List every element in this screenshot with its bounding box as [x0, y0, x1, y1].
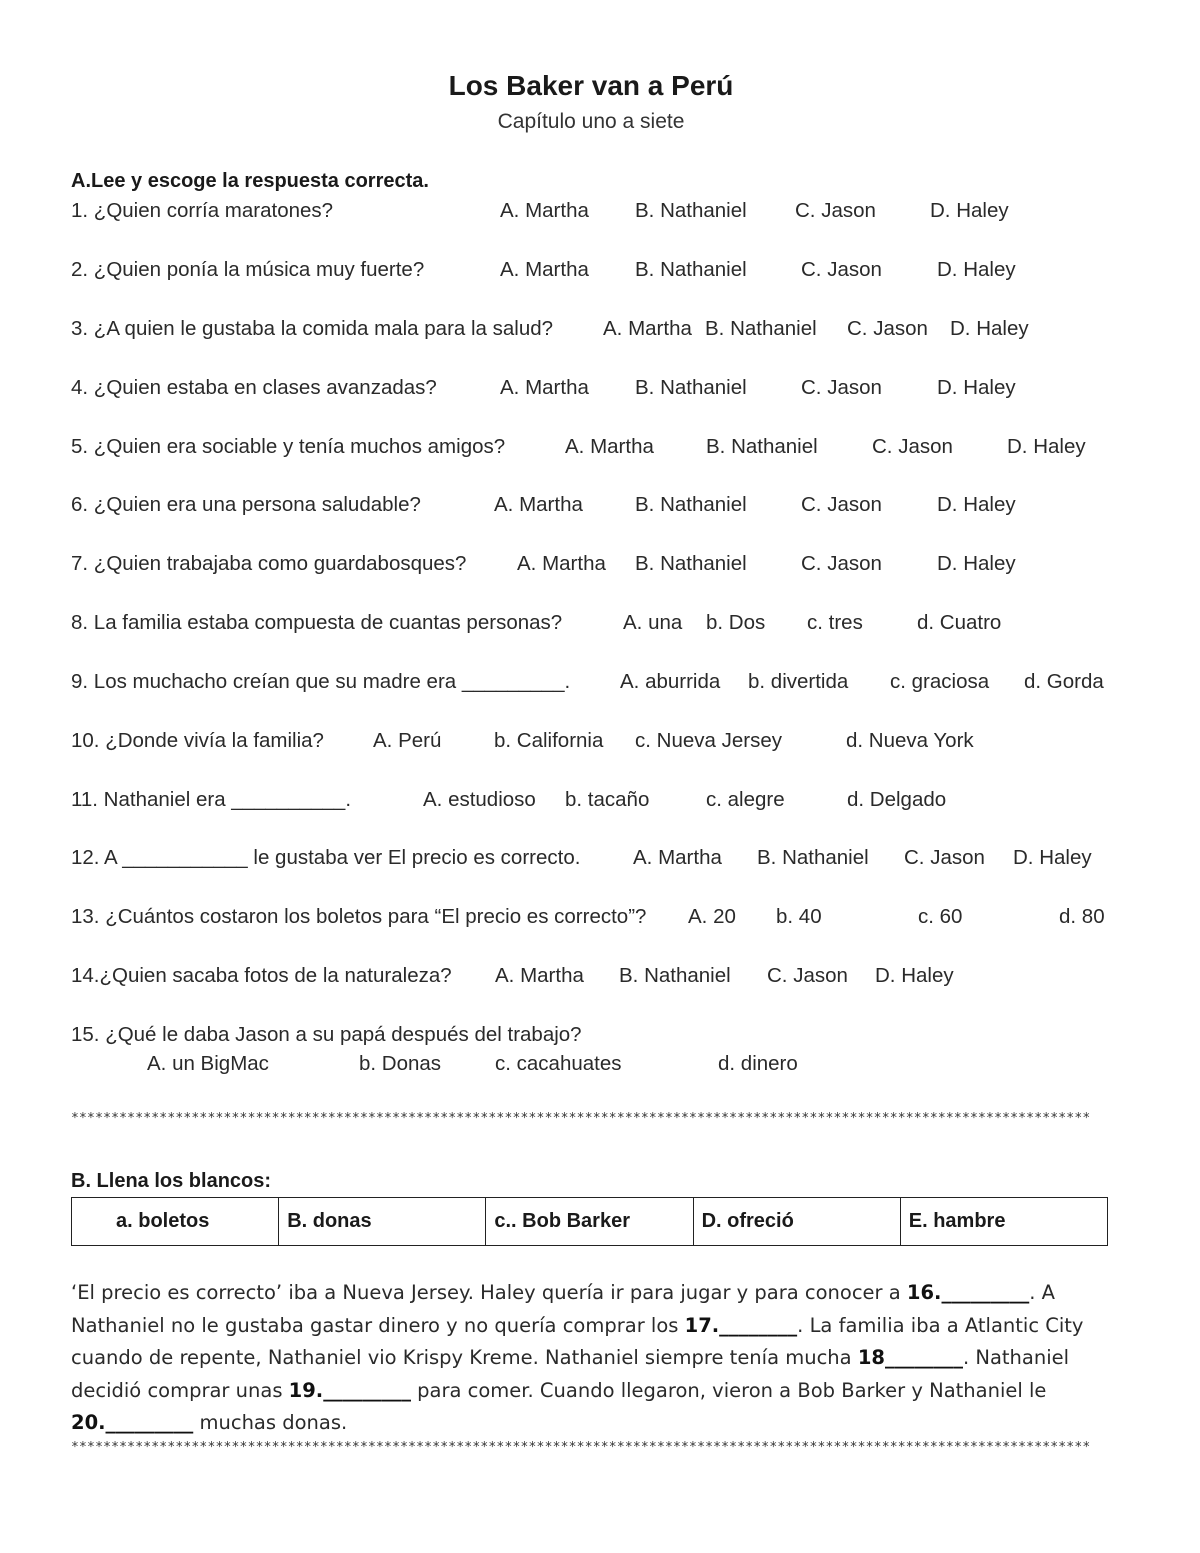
q4-option-c: C. Jason [801, 376, 882, 399]
paragraph-text: ‘El precio es correcto’ iba a Nueva Jersey. Haley quería ir para jugar y para conocer a [71, 1281, 907, 1304]
question-1: 1. ¿Quien corría maratones? [71, 199, 334, 222]
blank-18: ________ [884, 1346, 963, 1369]
word-bank-item: c.. Bob Barker [486, 1198, 693, 1246]
q4-option-b: B. Nathaniel [635, 376, 747, 399]
q11-option-c: c. alegre [706, 788, 785, 811]
question-6: 6. ¿Quien era una persona saludable? [71, 493, 421, 516]
q14-option-c: C. Jason [767, 964, 848, 987]
q2-option-d: D. Haley [937, 258, 1016, 281]
q12-option-a: A. Martha [633, 846, 722, 869]
word-bank-row [72, 1198, 1108, 1246]
question-9: 9. Los muchacho creían que su madre era _________. [71, 670, 571, 693]
page-title: Los Baker van a Perú [448, 70, 734, 101]
q15-option-b: b. Donas [359, 1052, 442, 1075]
q8-option-a: A. una [623, 611, 683, 634]
q7-option-b: B. Nathaniel [635, 552, 747, 575]
q1-option-d: D. Haley [930, 199, 1009, 222]
q5-option-c: C. Jason [872, 435, 953, 458]
question-11: 11. Nathaniel era __________. [71, 788, 352, 811]
q7-option-a: A. Martha [517, 552, 606, 575]
question-12: 12. A ___________ le gustaba ver El precio es correcto. [71, 846, 581, 869]
word-bank-item: a. boletos [72, 1198, 279, 1246]
q1-option-a: A. Martha [500, 199, 589, 222]
q5-option-a: A. Martha [565, 435, 654, 458]
section-a-heading: A.Lee y escoge la respuesta correcta. [71, 170, 429, 192]
q15-option-c: c. cacahuates [495, 1052, 622, 1075]
paragraph-text: para comer. Cuando llegaron, vieron a Bob Barker y Nathaniel le [410, 1378, 1047, 1402]
blank-20: _________ [105, 1411, 194, 1434]
blank-19: _________ [323, 1378, 411, 1402]
blank-number-16: 16. [906, 1281, 942, 1304]
paragraph-text: muchas donas. [193, 1411, 348, 1434]
q3-option-a: A. Martha [603, 317, 692, 340]
q12-option-d: D. Haley [1013, 846, 1092, 869]
page-subtitle: Capítulo uno a siete [497, 110, 685, 133]
q6-option-c: C. Jason [801, 493, 882, 516]
q10-option-d: d. Nueva York [846, 729, 974, 752]
q13-option-b: b. 40 [776, 905, 822, 928]
q1-option-c: C. Jason [795, 199, 876, 222]
q10-option-b: b. California [494, 729, 604, 752]
q4-option-a: A. Martha [500, 376, 589, 399]
word-bank-item: D. ofreció [693, 1198, 900, 1246]
q9-option-c: c. graciosa [890, 670, 990, 693]
blank-16: _________ [941, 1281, 1030, 1304]
q15-option-d: d. dinero [718, 1052, 798, 1075]
q14-option-a: A. Martha [495, 964, 584, 987]
blank-number-18: 18 [857, 1346, 885, 1369]
q2-option-a: A. Martha [500, 258, 589, 281]
q1-option-b: B. Nathaniel [635, 199, 747, 222]
divider-top: ******************************************************************************************************************************* [71, 1111, 1091, 1126]
q2-option-c: C. Jason [801, 258, 882, 281]
question-15: 15. ¿Qué le daba Jason a su papá después del trabajo? [71, 1023, 582, 1046]
question-3: 3. ¿A quien le gustaba la comida mala para la salud? [71, 317, 554, 340]
paragraph-text: . La familia iba a Atlantic City cuando de repente, Nathaniel vio Krispy Kreme. Nathaniel siempre tenía mucha [71, 1313, 1084, 1369]
fill-in-paragraph [71, 1277, 1111, 1440]
q6-option-b: B. Nathaniel [635, 493, 747, 516]
question-7: 7. ¿Quien trabajaba como guardabosques? [71, 552, 467, 575]
q12-option-b: B. Nathaniel [757, 846, 869, 869]
q7-option-c: C. Jason [801, 552, 882, 575]
q11-option-b: b. tacaño [565, 788, 650, 811]
q8-option-d: d. Cuatro [917, 611, 1002, 634]
q11-option-a: A. estudioso [423, 788, 536, 811]
blank-number-19: 19. [288, 1378, 324, 1402]
q8-option-b: b. Dos [706, 611, 766, 634]
q3-option-b: B. Nathaniel [705, 317, 817, 340]
q10-option-a: A. Perú [373, 729, 442, 752]
q10-option-c: c. Nueva Jersey [635, 729, 782, 752]
section-b-heading: B. Llena los blancos: [71, 1170, 272, 1192]
question-4: 4. ¿Quien estaba en clases avanzadas? [71, 376, 437, 399]
paragraph-text: . A Nathaniel no le gustaba gastar dinero y no quería comprar los [71, 1281, 1055, 1337]
q8-option-c: c. tres [807, 611, 863, 634]
question-14: 14.¿Quien sacaba fotos de la naturaleza? [71, 964, 452, 987]
question-13: 13. ¿Cuántos costaron los boletos para “El precio es correcto”? [71, 905, 647, 928]
question-2: 2. ¿Quien ponía la música muy fuerte? [71, 258, 425, 281]
q12-option-c: C. Jason [904, 846, 985, 869]
word-bank-item: B. donas [279, 1198, 486, 1246]
q3-option-d: D. Haley [950, 317, 1029, 340]
word-bank-item: E. hambre [900, 1198, 1107, 1246]
blank-number-17: 17. [684, 1313, 720, 1337]
q2-option-b: B. Nathaniel [635, 258, 747, 281]
question-5: 5. ¿Quien era sociable y tenía muchos amigos? [71, 435, 506, 458]
q11-option-d: d. Delgado [847, 788, 947, 811]
q9-option-a: A. aburrida [620, 670, 721, 693]
q5-option-d: D. Haley [1007, 435, 1086, 458]
word-bank-table [71, 1197, 1108, 1246]
q6-option-d: D. Haley [937, 493, 1016, 516]
blank-number-20: 20. [71, 1411, 106, 1434]
q4-option-d: D. Haley [937, 376, 1016, 399]
paragraph-text: . Nathaniel decidió comprar unas [71, 1346, 1070, 1402]
divider-bottom: ******************************************************************************************************************************* [71, 1440, 1091, 1455]
q14-option-d: D. Haley [875, 964, 954, 987]
blank-17: ________ [719, 1313, 798, 1337]
q13-option-d: d. 80 [1059, 905, 1105, 928]
q9-option-b: b. divertida [748, 670, 849, 693]
q3-option-c: C. Jason [847, 317, 928, 340]
question-10: 10. ¿Donde vivía la familia? [71, 729, 324, 752]
q13-option-a: A. 20 [688, 905, 736, 928]
q5-option-b: B. Nathaniel [706, 435, 818, 458]
q7-option-d: D. Haley [937, 552, 1016, 575]
question-8: 8. La familia estaba compuesta de cuantas personas? [71, 611, 563, 634]
q9-option-d: d. Gorda [1024, 670, 1104, 693]
q15-option-a: A. un BigMac [147, 1052, 269, 1075]
q14-option-b: B. Nathaniel [619, 964, 731, 987]
q6-option-a: A. Martha [494, 493, 583, 516]
q13-option-c: c. 60 [918, 905, 963, 928]
